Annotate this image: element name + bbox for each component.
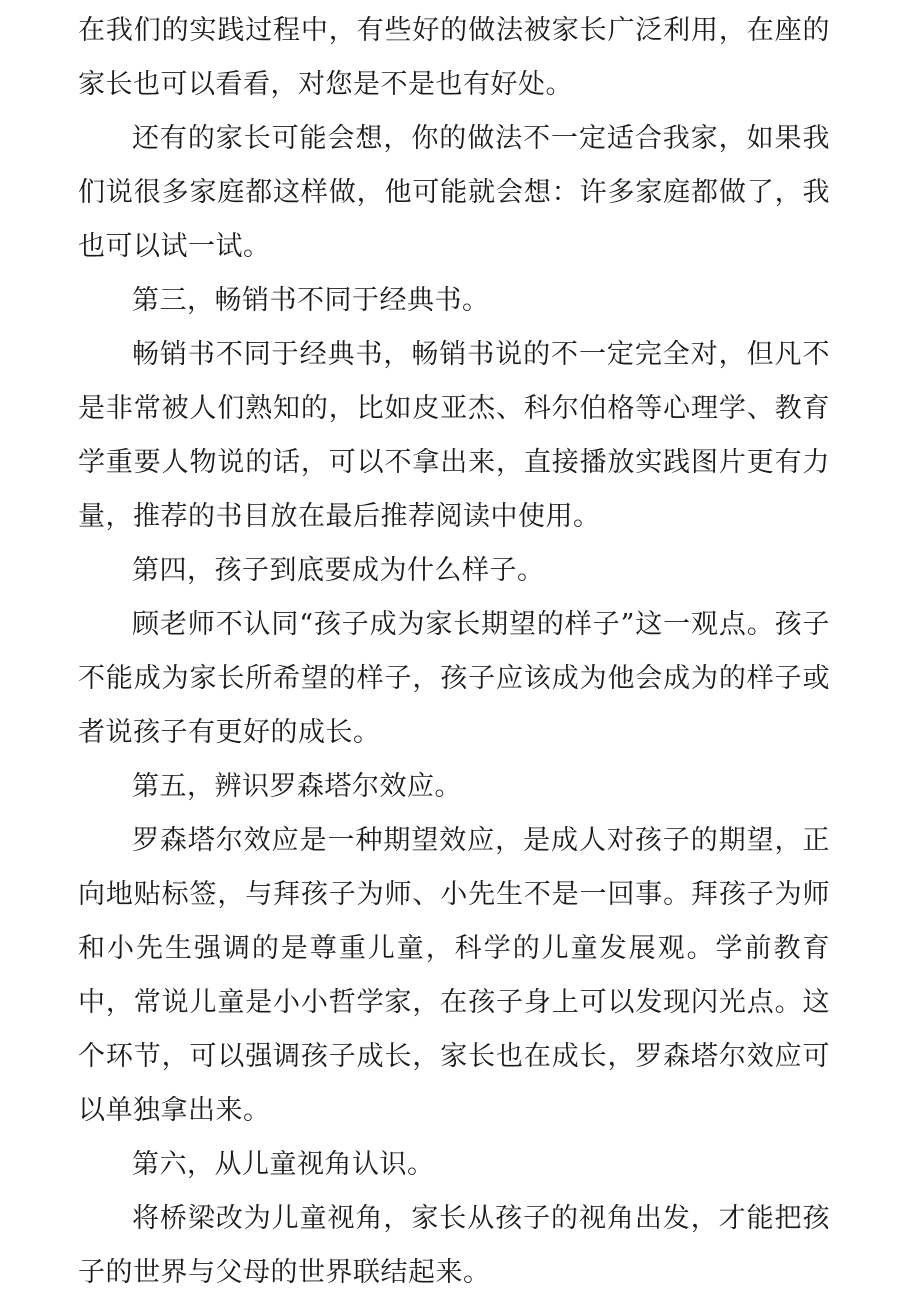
- section-heading-sixth: 第六，从儿童视角认识。: [132, 1149, 435, 1180]
- paragraph: 畅销书不同于经典书，畅销书说的不一定完全对，但凡不是非常被人们熟知的，比如皮亚杰、科尔伯格等心理学、教育学重要人物说的话，可以不拿出来，直接播放实践图片更有力量，推荐的书目放在最后推荐阅读中使用。: [78, 339, 830, 532]
- paragraph: 还有的家长可能会想，你的做法不一定适合我家，如果我们说很多家庭都这样做，他可能就会想：许多家庭都做了，我也可以试一试。: [78, 123, 830, 262]
- paragraph-continuation: 在我们的实践过程中，有些好的做法被家长广泛利用，在座的家长也可以看看，对您是不是也有好处。: [78, 15, 830, 100]
- paragraph: 顾老师不认同“孩子成为家长期望的样子”这一观点。孩子不能成为家长所希望的样子，孩子应该成为他会成为的样子或者说孩子有更好的成长。: [78, 609, 830, 748]
- paragraph: 罗森塔尔效应是一种期望效应，是成人对孩子的期望，正向地贴标签，与拜孩子为师、小先生不是一回事。拜孩子为师和小先生强调的是尊重儿童，科学的儿童发展观。学前教育中，常说儿童是小小哲学家，在孩子身上可以发现闪光点。这个环节，可以强调孩子成长，家长也在成长，罗森塔尔效应可以单独拿出来。: [78, 825, 830, 1126]
- document-body: [78, 4, 830, 1300]
- section-heading-fourth: 第四，孩子到底要成为什么样子。: [132, 555, 545, 586]
- section-heading-third: 第三，畅销书不同于经典书。: [132, 285, 490, 316]
- paragraph: 将桥梁改为儿童视角，家长从孩子的视角出发，才能把孩子的世界与父母的世界联结起来。: [78, 1203, 830, 1288]
- section-heading-fifth: 第五，辨识罗森塔尔效应。: [132, 771, 462, 802]
